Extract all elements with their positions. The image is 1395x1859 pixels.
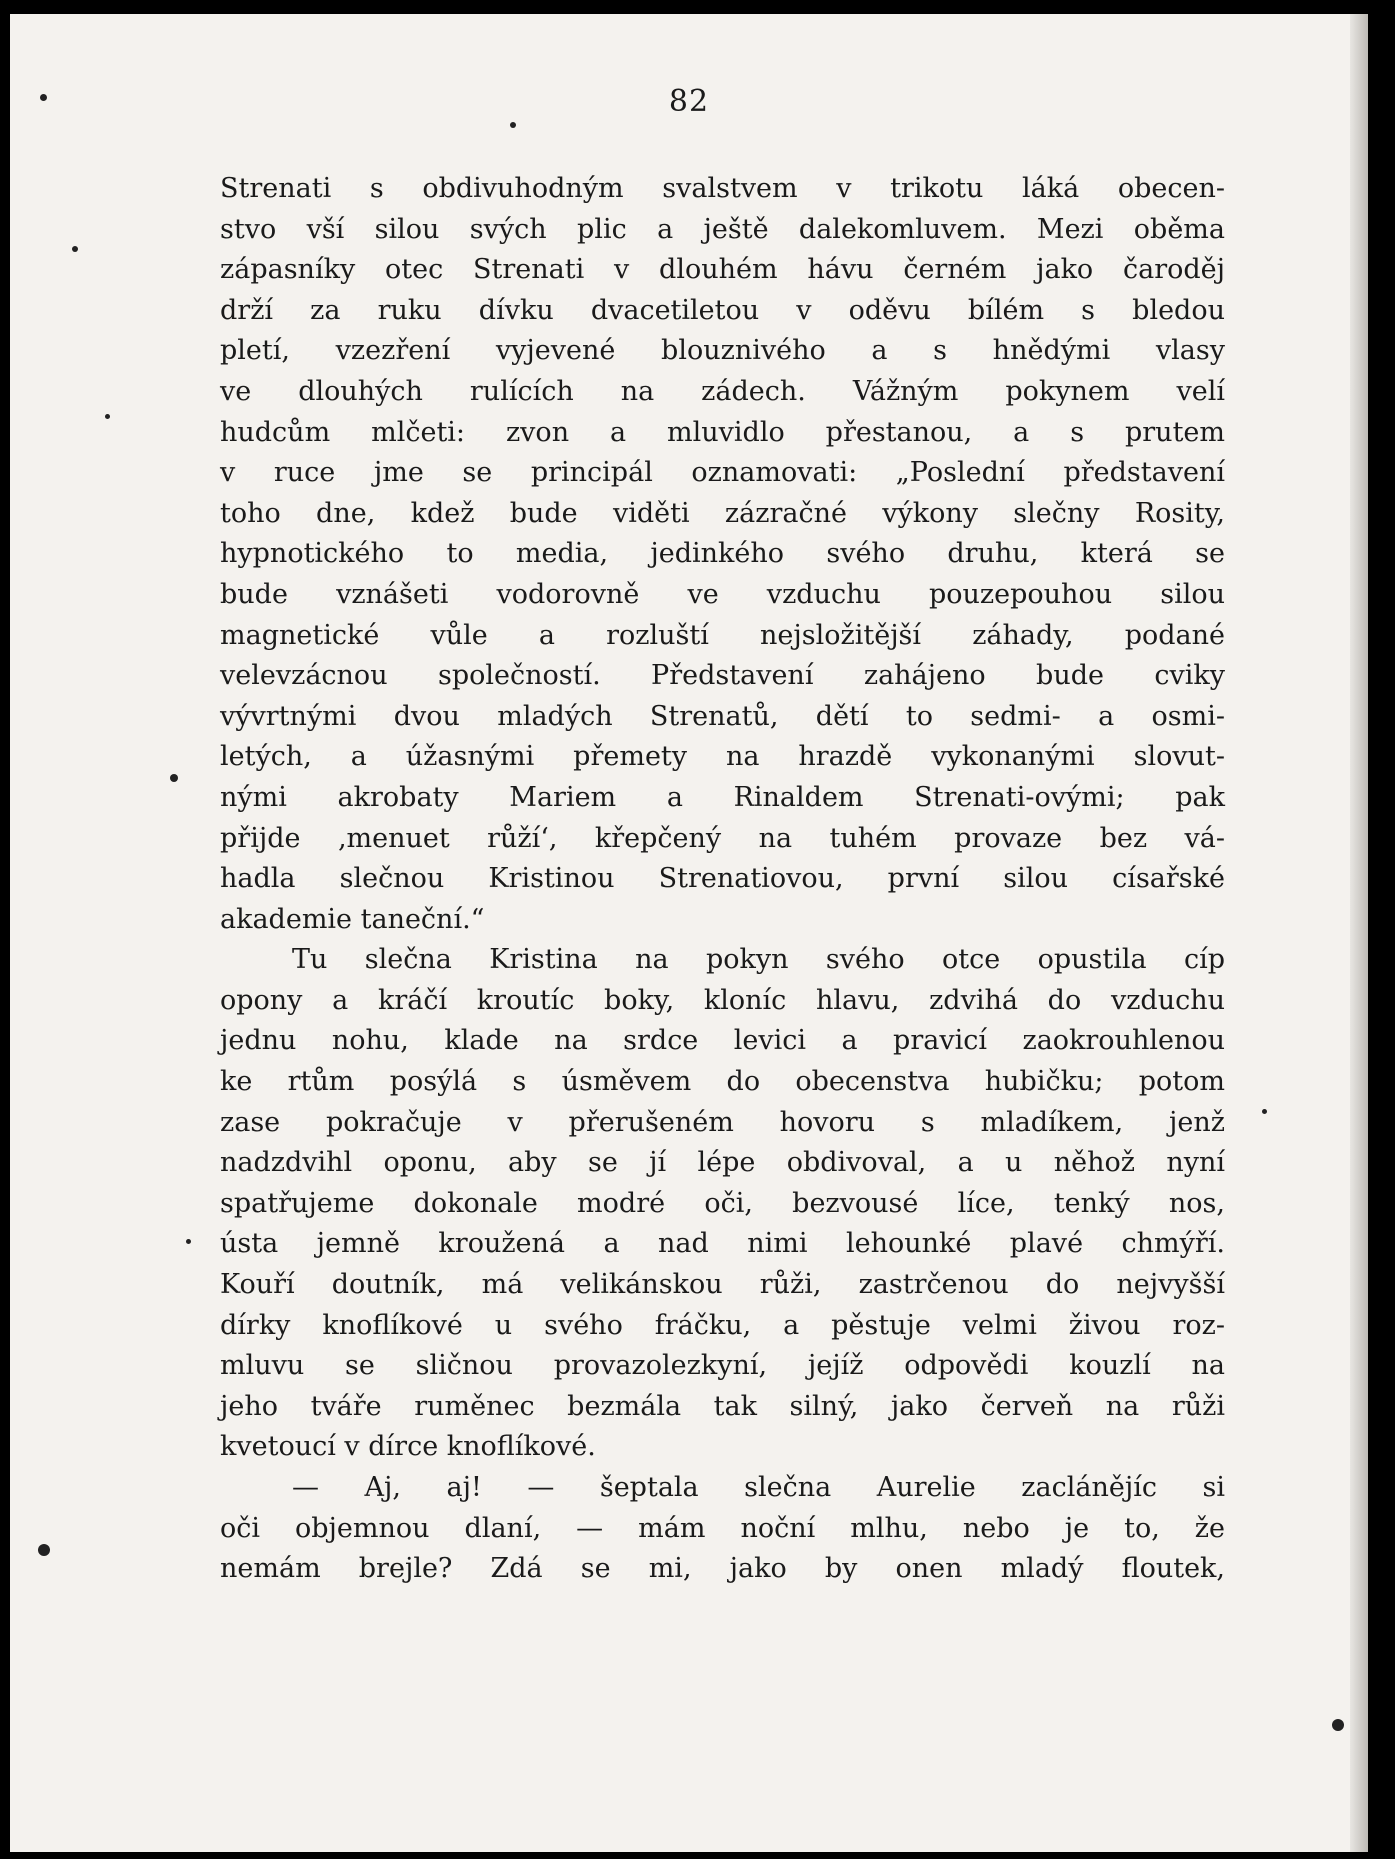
- scan-speck: [1332, 1719, 1344, 1731]
- text-line: v ruce jme se principál oznamovati: „Poslední představení: [220, 457, 1225, 489]
- text-line: Tu slečna Kristina na pokyn svého otce opustila cíp: [292, 944, 1225, 976]
- text-line: — Aj, aj! — šeptala slečna Aurelie zaclánějíc si: [292, 1472, 1225, 1503]
- page-edge-shadow: [1350, 14, 1368, 1852]
- text-line: opony a kráčí kroutíc boky, kloníc hlavu, zdvihá do vzduchu: [220, 984, 1225, 1016]
- text-line: magnetické vůle a rozluští nejsložitější záhady, podané: [220, 619, 1225, 651]
- text-line: dírky knoflíkové u svého fráčku, a pěstuje velmi živou roz-: [220, 1309, 1225, 1341]
- book-page: [10, 14, 1368, 1852]
- text-line: nemám brejle? Zdá se mi, jako by onen mladý floutek,: [220, 1553, 1225, 1585]
- text-line: mluvu se sličnou provazolezkyní, jejíž odpovědi kouzlí na: [220, 1350, 1225, 1382]
- text-line: letých, a úžasnými přemety na hrazdě vykonanými slovut-: [220, 741, 1225, 773]
- text-line: Kouří doutník, má velikánskou růži, zastrčenou do nejvyšší: [220, 1269, 1225, 1301]
- text-line: pletí, vzezření vyjevené blouznivého a s hnědými vlasy: [220, 335, 1225, 367]
- text-line: nadzdvihl oponu, aby se jí lépe obdivoval, a u něhož nyní: [220, 1147, 1225, 1179]
- paragraph-1: [220, 169, 1225, 940]
- paragraph-3: [220, 1468, 1225, 1590]
- text-line: ke rtům posýlá s úsměvem do obecenstva hubičku; potom: [220, 1066, 1225, 1098]
- text-line: vývrtnými dvou mladých Strenatů, dětí to sedmi- a osmi-: [220, 700, 1225, 732]
- text-line: stvo vší silou svých plic a ještě dalekomluvem. Mezi oběma: [220, 213, 1225, 245]
- text-line: jeho tváře ruměnec bezmála tak silný, jako červeň na růži: [220, 1390, 1225, 1422]
- scan-speck: [186, 1239, 191, 1244]
- text-line: hadla slečnou Kristinou Strenatiovou, první silou císařské: [220, 863, 1225, 895]
- text-line: drží za ruku dívku dvacetiletou v oděvu bílém s bledou: [220, 294, 1225, 326]
- text-line: toho dne, kdež bude viděti zázračné výkony slečny Rosity,: [220, 497, 1225, 529]
- scan-speck: [510, 122, 516, 128]
- scan-speck: [40, 94, 47, 101]
- scan-speck: [170, 774, 178, 782]
- text-line: bude vznášeti vodorovně ve vzduchu pouzepouhou silou: [220, 578, 1225, 610]
- page-number: 82: [668, 84, 710, 119]
- text-line: akademie taneční.“: [220, 903, 485, 935]
- text-line: spatřujeme dokonale modré oči, bezvousé líce, tenký nos,: [220, 1187, 1225, 1219]
- text-line: jednu nohu, klade na srdce levici a pravicí zaokrouhlenou: [220, 1025, 1225, 1057]
- text-line: ve dlouhých rulících na zádech. Vážným pokynem velí: [220, 375, 1225, 407]
- text-line: kvetoucí v dírce knoflíkové.: [220, 1431, 596, 1463]
- text-line: velevzácnou společností. Představení zahájeno bude cviky: [220, 660, 1225, 692]
- text-line: nými akrobaty Mariem a Rinaldem Strenati-ovými; pak: [220, 781, 1225, 813]
- body-text: [220, 169, 1225, 1590]
- scan-speck: [105, 414, 110, 419]
- text-line: hypnotického to media, jedinkého svého druhu, která se: [220, 538, 1225, 570]
- text-line: Strenati s obdivuhodným svalstvem v trikotu láká obecen-: [220, 173, 1225, 204]
- text-line: přijde ‚menuet růží‘, křepčený na tuhém provaze bez vá-: [220, 822, 1225, 854]
- scan-speck: [1262, 1109, 1267, 1114]
- text-line: zase pokračuje v přerušeném hovoru s mladíkem, jenž: [220, 1106, 1225, 1138]
- text-line: ústa jemně kroužená a nad nimi lehounké plavé chmýří.: [220, 1228, 1225, 1260]
- text-line: oči objemnou dlaní, — mám noční mlhu, nebo je to, že: [220, 1512, 1225, 1544]
- scan-speck: [38, 1544, 50, 1556]
- scan-speck: [72, 246, 78, 252]
- text-line: zápasníky otec Strenati v dlouhém hávu černém jako čaroděj: [220, 254, 1225, 286]
- paragraph-2: [220, 940, 1225, 1468]
- text-line: hudcům mlčeti: zvon a mluvidlo přestanou, a s prutem: [220, 416, 1225, 448]
